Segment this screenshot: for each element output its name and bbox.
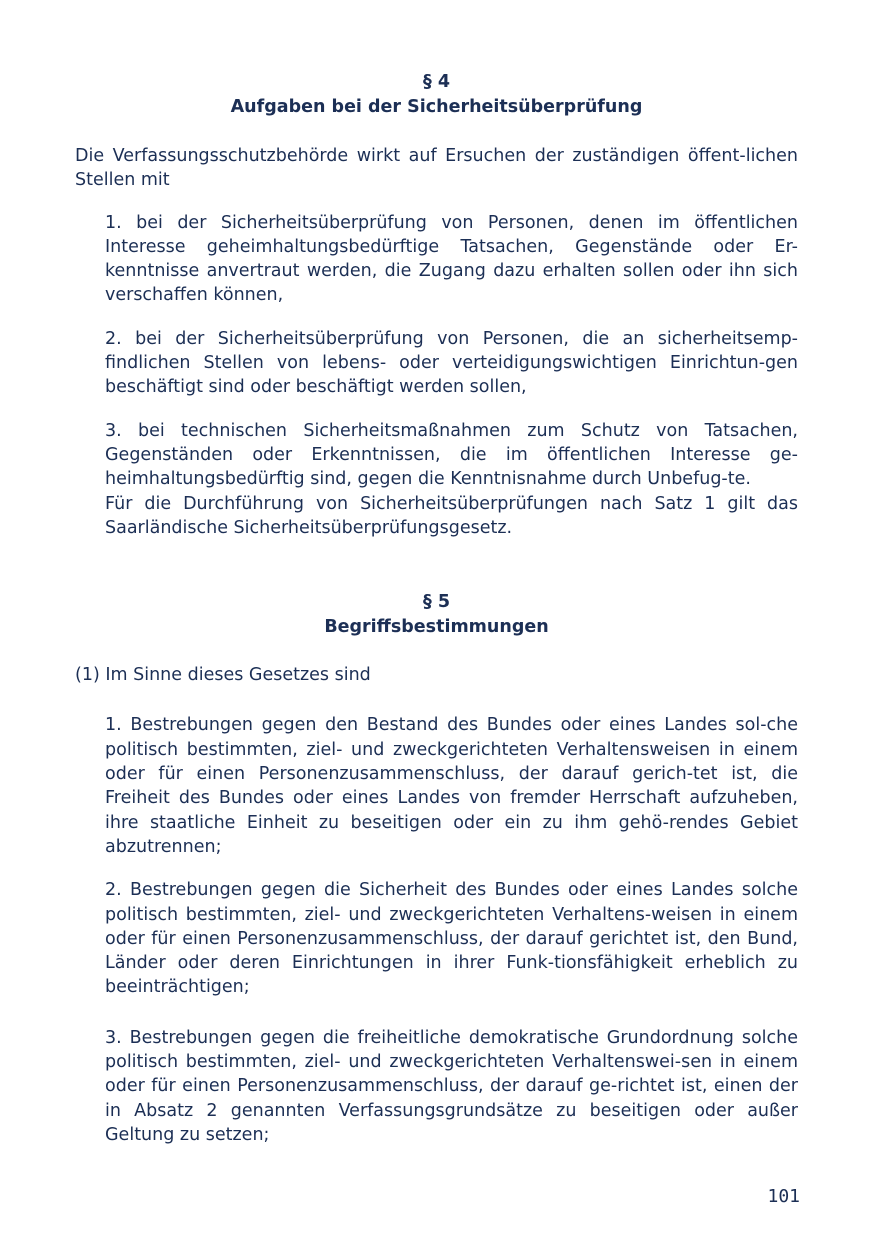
- section-5-title: Begriffsbestimmungen: [324, 617, 549, 638]
- section-4-item-1: 1. bei der Sicherheitsüberprüfung von Personen, denen im öffentlichen Interesse geheimhaltungsbedürftige Tatsachen, Gegenstände oder Er-kenntnisse anvertraut werden, die Zugang dazu erhalten sollen oder ihn sich verschaffen können,: [105, 212, 798, 306]
- section-5-number: § 5: [422, 592, 451, 613]
- section-4-item-2: 2. bei der Sicherheitsüberprüfung von Personen, die an sicherheitsemp-findlichen Stellen von lebens- oder verteidigungswichtigen Einrichtun-gen beschäftigt sind oder beschäftigt werden sollen,: [105, 328, 798, 398]
- section-4-item-3: 3. bei technischen Sicherheitsmaßnahmen zum Schutz von Tatsachen, Gegenständen oder Erkenntnissen, die im öffentlichen Interesse ge-heimhaltungsbedürftig sind, gegen die Kenntnisnahme durch Unbefug-te.: [105, 420, 798, 490]
- section-5-item-2: 2. Bestrebungen gegen die Sicherheit des Bundes oder eines Landes solche politisch bestimmten, ziel- und zweckgerichteten Verhaltens-weisen in einem oder für einen Personenzusammenschluss, der darauf gerichtet ist, den Bund, Länder oder deren Einrichtungen in ihrer Funk-tionsfähigkeit erheblich zu beeinträchtigen;: [105, 880, 798, 998]
- section-4-intro: Die Verfassungsschutzbehörde wirkt auf Ersuchen der zuständigen öffent-lichen Stellen mit: [75, 146, 798, 191]
- section-5-item-1: 1. Bestrebungen gegen den Bestand des Bundes oder eines Landes sol-che politisch bestimmten, ziel- und zweckgerichteten Verhaltensweisen in einem oder für einen Personenzusammenschluss, der darauf gerich-tet ist, die Freiheit des Bundes oder eines Landes von fremder Herrschaft aufzuheben, ihre staatliche Einheit zu beseitigen oder ein zu ihm gehö-rendes Gebiet abzutrennen;: [105, 715, 798, 857]
- section-4-number: § 4: [422, 72, 451, 92]
- section-5-intro: (1) Im Sinne dieses Gesetzes sind: [75, 665, 371, 686]
- section-4-closing: Für die Durchführung von Sicherheitsüberprüfungen nach Satz 1 gilt das Saarländische Sicherheitsüberprüfungsgesetz.: [105, 493, 798, 538]
- section-5-item-3: 3. Bestrebungen gegen die freiheitliche demokratische Grundordnung solche politisch bestimmten, ziel- und zweckgerichteten Verhaltenswei-sen in einem oder für einen Personenzusammenschluss, der darauf ge-richtet ist, einen der in Absatz 2 genannten Verfassungsgrundsätze zu beseitigen oder außer Geltung zu setzen;: [105, 1027, 798, 1145]
- section-4-title: Aufgaben bei der Sicherheitsüberprüfung: [230, 97, 643, 117]
- section-4-heading: [75, 70, 798, 120]
- page-number: 101: [767, 1186, 800, 1207]
- document-page: [75, 70, 798, 1147]
- section-5-heading: [75, 590, 798, 640]
